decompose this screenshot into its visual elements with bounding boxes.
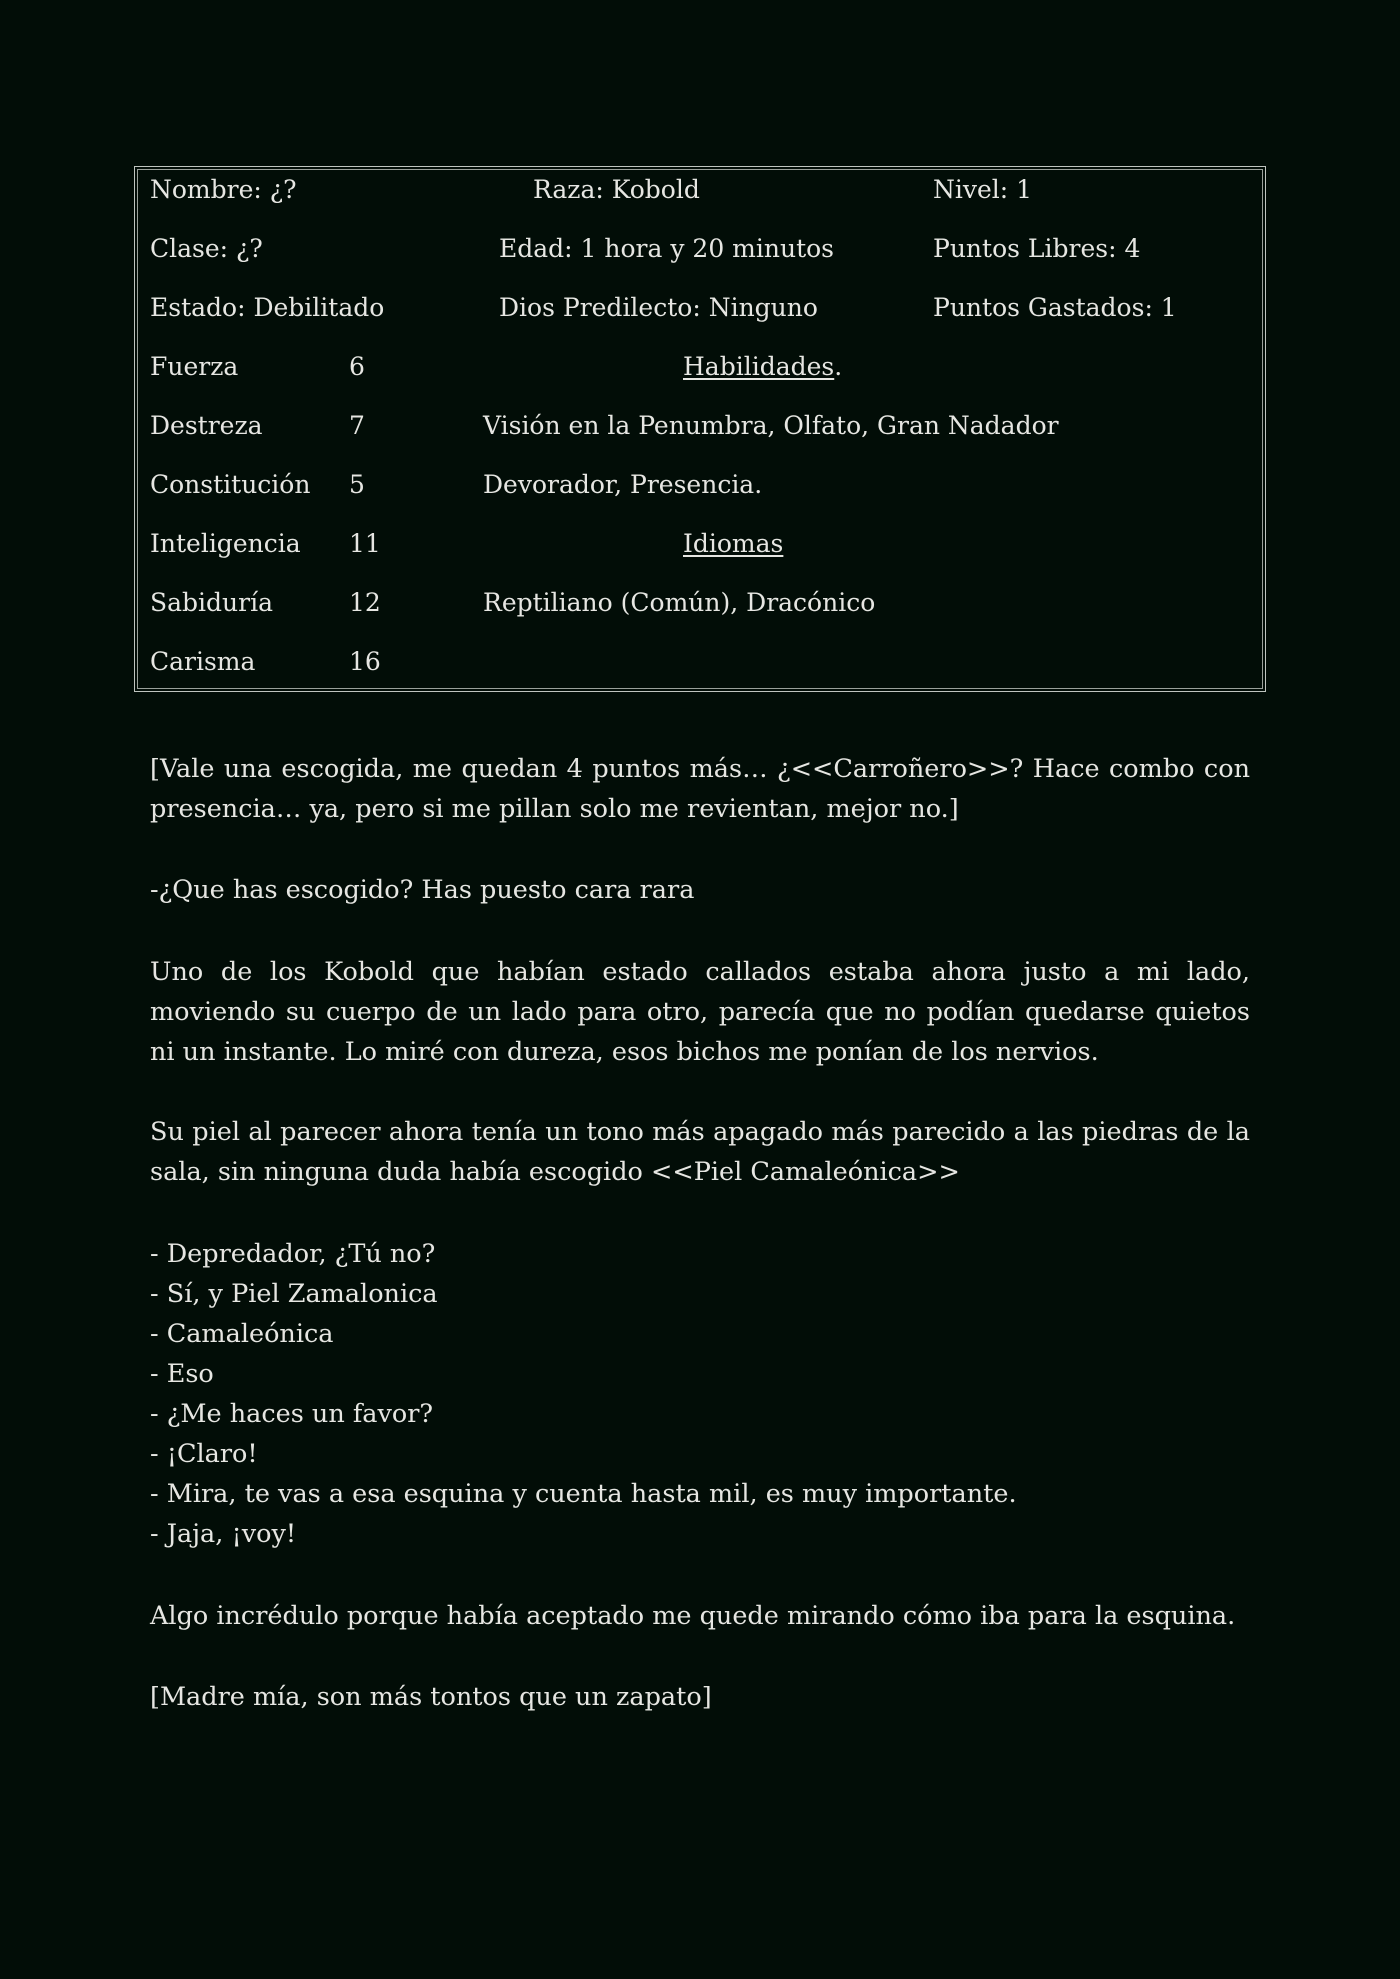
dialogue-line: - Camaleónica — [150, 1319, 334, 1349]
dialogue-line: - ¿Me haces un favor? — [150, 1399, 434, 1429]
sheet-nombre: Nombre: ¿? — [150, 175, 297, 204]
sheet-dios: Dios Predilecto: Ninguno — [499, 293, 818, 322]
stat-value: 7 — [349, 411, 365, 440]
sheet-clase: Clase: ¿? — [150, 234, 263, 263]
stat-value: 5 — [349, 470, 365, 499]
paragraph-description: Su piel al parecer ahora tenía un tono más apagado más parecido a las piedras de la sala, sin ninguna duda había escogido <<Piel Camaleónica>> — [150, 1117, 1250, 1187]
stat-name: Carisma — [150, 647, 256, 676]
stat-name: Inteligencia — [150, 529, 301, 558]
paragraph-thought: [Vale una escogida, me quedan 4 puntos más… ¿<<Carroñero>>? Hace combo con presencia… ya, pero si me pillan solo me revientan, mejor no.] — [150, 754, 1250, 824]
dialogue-line: - Sí, y Piel Zamalonica — [150, 1279, 438, 1309]
dialogue-block — [150, 1234, 1250, 1554]
stat-name: Fuerza — [150, 352, 239, 381]
habilidades-line: Devorador, Presencia. — [483, 470, 763, 499]
stat-name: Destreza — [150, 411, 263, 440]
sheet-estado: Estado: Debilitado — [150, 293, 385, 322]
paragraph-closing: Algo incrédulo porque había aceptado me quede mirando cómo iba para la esquina. — [150, 1601, 1236, 1631]
dialogue-line: - Eso — [150, 1359, 214, 1389]
habilidades-heading — [683, 352, 842, 382]
dialogue-line: - ¡Claro! — [150, 1439, 258, 1469]
stat-value: 6 — [349, 352, 365, 381]
paragraph-narration: Uno de los Kobold que habían estado callados estaba ahora justo a mi lado, moviendo su cuerpo de un lado para otro, parecía que no podían quedarse quietos ni un instante. Lo miré con dureza, esos bichos me ponían de los nervios. — [150, 957, 1250, 1067]
idiomas-line: Reptiliano (Común), Dracónico — [483, 588, 876, 617]
paragraph-final-thought: [Madre mía, son más tontos que un zapato] — [150, 1682, 712, 1712]
stat-value: 11 — [349, 529, 381, 558]
sheet-puntos-gastados: Puntos Gastados: 1 — [933, 293, 1177, 322]
stat-name: Constitución — [150, 470, 311, 499]
paragraph-question: -¿Que has escogido? Has puesto cara rara — [150, 875, 695, 905]
dialogue-line: - Jaja, ¡voy! — [150, 1519, 297, 1549]
stat-value: 16 — [349, 647, 381, 676]
sheet-puntos-libres: Puntos Libres: 4 — [933, 234, 1141, 263]
idiomas-heading: Idiomas — [683, 529, 784, 558]
habilidades-heading-text: Habilidades — [683, 352, 835, 381]
dialogue-line: - Depredador, ¿Tú no? — [150, 1239, 436, 1269]
sheet-edad: Edad: 1 hora y 20 minutos — [499, 234, 834, 263]
sheet-raza: Raza: Kobold — [533, 175, 700, 204]
stat-name: Sabiduría — [150, 588, 273, 617]
habilidades-heading-dot: . — [834, 352, 843, 381]
habilidades-line: Visión en la Penumbra, Olfato, Gran Nadador — [483, 411, 1059, 440]
dialogue-line: - Mira, te vas a esa esquina y cuenta hasta mil, es muy importante. — [150, 1479, 1017, 1509]
stat-value: 12 — [349, 588, 381, 617]
character-sheet-box — [134, 166, 1266, 692]
sheet-nivel: Nivel: 1 — [933, 175, 1033, 204]
